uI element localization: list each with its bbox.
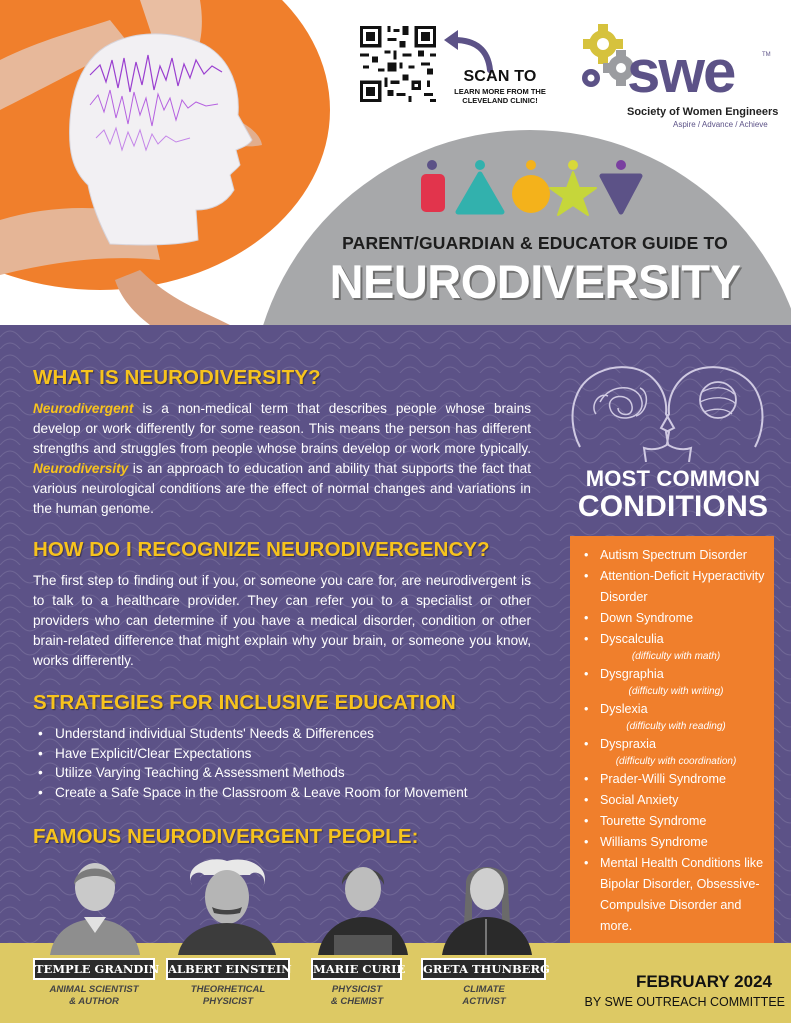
main-content [0,325,791,943]
org-name: Society of Women Engineers [627,106,779,118]
person-role-line1: PHYSICIST [331,984,383,995]
strategies-heading: STRATEGIES FOR INCLUSIVE EDUCATION [33,691,456,714]
person-name-label: TEMPLE GRANDIN [33,958,155,980]
person-name-label: MARIE CURIE [311,958,402,980]
scan-subtitle-line2: CLEVELAND CLINIC! [462,96,538,105]
condition-note: (difficulty with math) [631,651,721,662]
condition-note: (difficulty with coordination) [615,756,737,767]
conditions-box [570,536,774,943]
page-title: NEURODIVERSITY [329,255,741,308]
conditions-list [584,545,766,937]
recognize-paragraph: The first step to finding out if you, or someone you care for, are neurodivergent is to talk to a healthcare provider. They can refer you to a specialist or other providers who can determine if you have a medical disorder, condition or other brain-related difference that might explain why your brain, or someone you know, works differently. [33,573,531,668]
what-is-text-2: is an approach to education and ability that supports the fact that various neurological conditions are the effect of normal changes and variations in the human genome. [33,461,531,516]
condition-note: (difficulty with reading) [626,721,726,732]
scan-subtitle [430,87,570,105]
scan-title: SCAN TO [463,68,537,85]
person-role [163,984,293,1008]
condition-item: • Williams Syndrome [584,832,766,853]
scan-subtitle-line1: LEARN MORE FROM THE [454,87,546,96]
publication-date: FEBRUARY 2024 [635,972,772,991]
person-role-line2: & CHEMIST [330,996,384,1007]
strategy-item: • Have Explicit/Clear Expectations [38,744,558,764]
famous-people-heading: FAMOUS NEURODIVERGENT PEOPLE: [33,825,419,848]
what-is-text-1: is a non-medical term that describes people whose brains develop or work differently for some reason. This means the person has different strengths and struggles from people whose brains develop or work more typically. [33,401,531,456]
neurodivergent-term: Neurodivergent [33,401,134,416]
byline: BY SWE OUTREACH COMMITTEE [584,995,785,1009]
albert-einstein-portrait [172,855,282,955]
person-role-line1: ANIMAL SCIENTIST [49,984,139,995]
condition-item: • Down Syndrome [584,608,766,629]
condition-item: • Dysgraphia [584,664,766,685]
famous-people-portraits [0,855,560,955]
what-is-heading: WHAT IS NEURODIVERSITY? [33,366,321,389]
person-role [419,984,549,1008]
diversity-shapes-icon [418,158,643,220]
marie-curie-portrait [308,855,418,955]
strategies-list [38,724,558,802]
condition-item: • Dyscalculia [584,629,766,650]
person-name-label: ALBERT EINSTEIN [166,958,290,980]
strategy-item: • Create a Safe Space in the Classroom & Leave Room for Movement [38,783,558,803]
person-role-line2: PHYSICIST [202,996,254,1007]
condition-item: • Mental Health Conditions like Bipolar Disorder, Obsessive-Compulsive Disorder and more. [584,853,766,937]
person-role [29,984,159,1008]
temple-grandin-portrait [40,855,150,955]
condition-note: (difficulty with writing) [628,686,724,697]
person-role-line2: & AUTHOR [69,996,119,1007]
org-tagline: Aspire / Advance / Achieve [673,120,768,129]
person-role-line1: CLIMATE [463,984,505,995]
condition-item: • Tourette Syndrome [584,811,766,832]
qr-code-icon[interactable] [360,26,436,102]
conditions-title-line2: CONDITIONS [577,490,769,523]
what-is-paragraph [33,399,531,519]
condition-item: • Autism Spectrum Disorder [584,545,766,566]
person-role-line1: THEORHETICAL [190,984,266,995]
person-role [292,984,422,1008]
header-section [0,0,791,325]
swe-logo [575,22,785,132]
condition-item: • Social Anxiety [584,790,766,811]
condition-item: • Prader-Willi Syndrome [584,769,766,790]
swe-wordmark: swe [627,38,735,105]
condition-item: • Dyslexia [584,699,766,720]
condition-item: • Dyspraxia [584,734,766,755]
two-heads-brain-icon [570,352,765,462]
conditions-title-line1: MOST COMMON [585,466,761,491]
trademark: TM [762,52,771,58]
greta-thunberg-portrait [432,855,542,955]
recognize-heading: HOW DO I RECOGNIZE NEURODIVERGENCY? [33,538,490,561]
person-role-line2: ACTIVIST [462,996,506,1007]
person-name-label: GRETA THUNBERG [421,958,546,980]
hands-holding-head-image [0,0,300,325]
condition-item: • Attention-Deficit Hyperactivity Disorder [584,566,766,608]
guide-subtitle: PARENT/GUARDIAN & EDUCATOR GUIDE TO [342,233,728,253]
strategy-item: • Utilize Varying Teaching & Assessment Methods [38,763,558,783]
neurodiversity-term: Neurodiversity [33,461,129,476]
strategy-item: • Understand individual Students' Needs & Differences [38,724,558,744]
